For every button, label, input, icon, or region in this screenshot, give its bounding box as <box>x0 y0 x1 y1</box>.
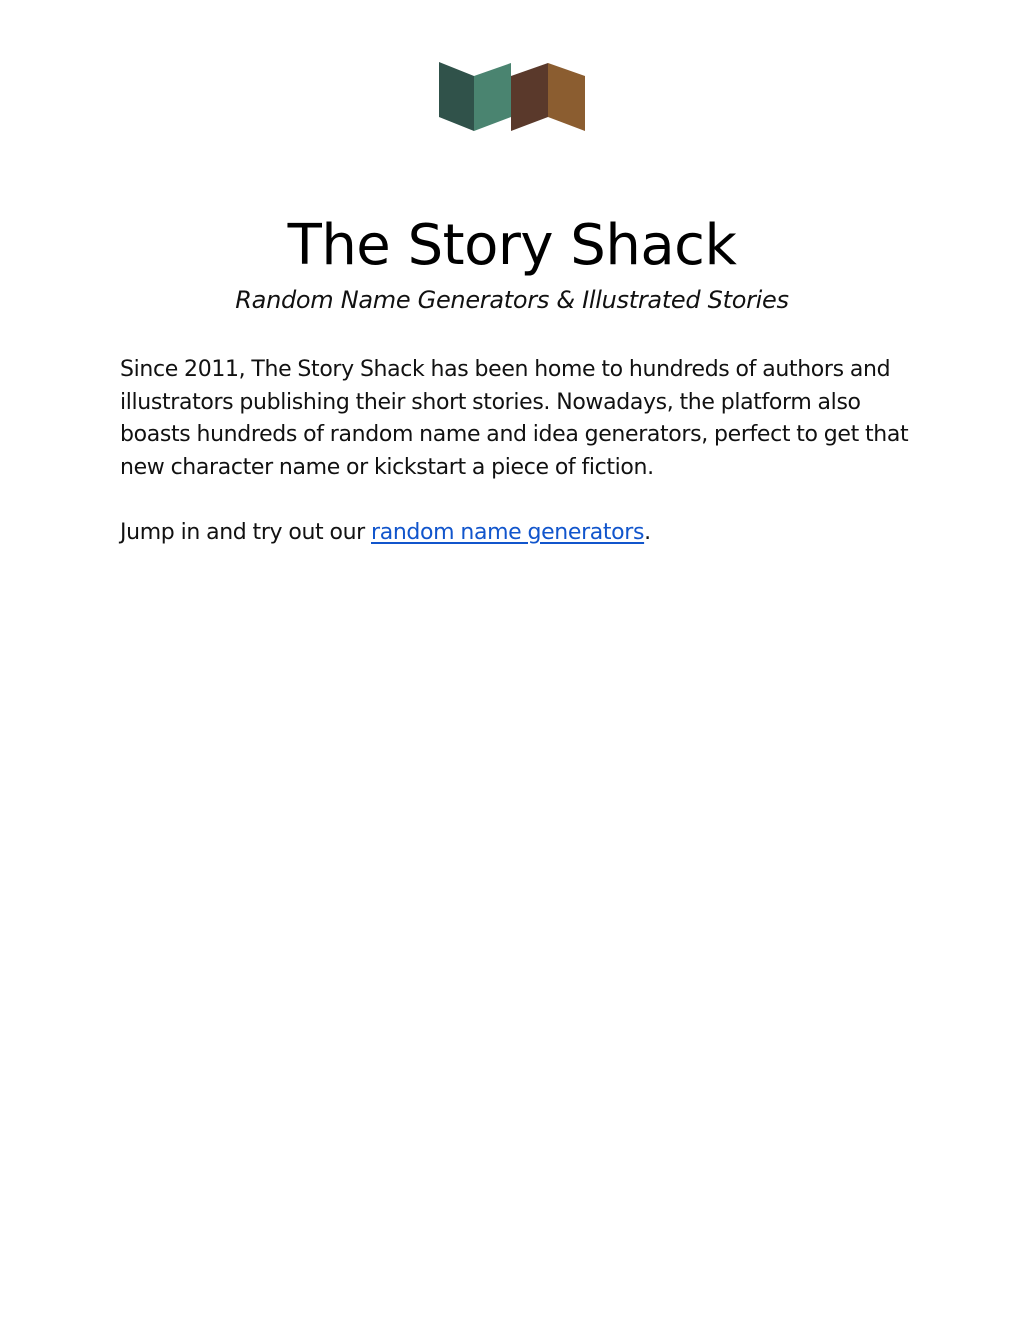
folded-book-logo-icon <box>439 62 586 132</box>
page-title: The Story Shack <box>287 212 737 278</box>
page-subtitle: Random Name Generators & Illustrated Stories <box>235 286 789 314</box>
cta-paragraph <box>120 517 910 550</box>
cta-prefix-text: Jump in and try out our <box>120 519 371 545</box>
intro-paragraph: Since 2011, The Story Shack has been home to hundreds of authors and illustrators publishing their short stories. Nowadays, the platform also boasts hundreds of random name and idea generators, perfect to get that new character name or kickstart a piece of fiction. <box>120 357 909 480</box>
cta-suffix-text: . <box>644 519 651 545</box>
random-name-generators-link[interactable]: random name generators <box>371 519 645 545</box>
body-content <box>120 354 910 582</box>
